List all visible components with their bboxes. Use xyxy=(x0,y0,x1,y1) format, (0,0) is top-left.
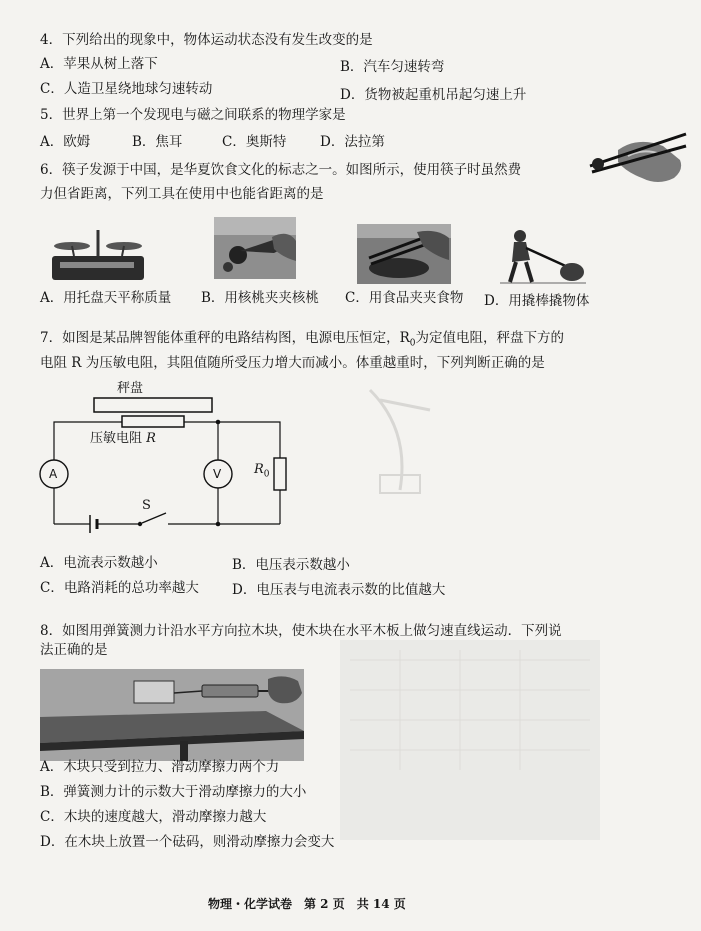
circuit-resistor-label xyxy=(90,430,156,448)
q7-stem-line2: 电阻 R 为压敏电阻，其阻值随所受压力增大而减小。体重越重时，下列判断正确的是 xyxy=(40,355,545,371)
q7-stem-r0-subscript: 0 xyxy=(409,338,416,349)
ammeter-symbol: A xyxy=(49,467,58,481)
q6-option-b: B．用核桃夹夹核桃 xyxy=(201,290,319,306)
q8-option-d: D．在木块上放置一个砝码，则滑动摩擦力会变大 xyxy=(40,834,335,850)
q6-stem-line2: 力但省距离，下列工具在使用中也能省距离的是 xyxy=(40,186,324,202)
q8-option-c: C．木块的速度越大，滑动摩擦力越大 xyxy=(40,809,267,825)
q5-option-b: B．焦耳 xyxy=(132,134,183,150)
switch-label: S xyxy=(142,498,151,513)
q6-option-d: D．用撬棒撬物体 xyxy=(484,293,590,309)
q4-stem: 4．下列给出的现象中，物体运动状态没有发生改变的是 xyxy=(40,32,373,48)
fixed-resistor-r0 xyxy=(274,458,286,490)
q8-stem-line1: 8．如图用弹簧测力计沿水平方向拉木块，使木块在水平木板上做匀速直线运动．下列说 xyxy=(40,623,562,639)
q7-option-c: C．电路消耗的总功率越大 xyxy=(40,580,199,596)
q7-option-d: D．电压表与电流表示数的比值越大 xyxy=(232,582,446,598)
circuit-resistor-label-text: 压敏电阻 xyxy=(90,431,143,446)
hand-icon xyxy=(268,676,302,703)
q5-option-a: A．欧姆 xyxy=(40,134,91,150)
circuit-diagram xyxy=(30,376,310,536)
scale-pan xyxy=(94,398,212,412)
q8-stem-line2: 法正确的是 xyxy=(40,642,108,658)
wooden-block xyxy=(134,681,174,703)
q5-option-c: C．奥斯特 xyxy=(222,134,287,150)
q7-option-b: B．电压表示数越小 xyxy=(232,557,350,573)
spring-scale xyxy=(202,685,258,697)
circuit-pan-label: 秤盘 xyxy=(117,381,144,396)
q5-option-d: D．法拉第 xyxy=(320,134,385,150)
q4-option-c: C．人造卫星绕地球匀速转动 xyxy=(40,81,213,97)
q4-option-b: B．汽车匀速转弯 xyxy=(340,59,445,75)
q6-option-a: A．用托盘天平称质量 xyxy=(40,290,172,306)
circuit-resistor-symbol: R xyxy=(146,431,156,446)
q8-option-a: A．木块只受到拉力、滑动摩擦力两个力 xyxy=(40,759,280,775)
q7-stem-line1 xyxy=(40,329,564,353)
pressure-resistor xyxy=(122,416,184,427)
spring-scale-figure xyxy=(40,669,304,761)
q6-stem-line1: 6．筷子发源于中国，是华夏饮食文化的标志之一。如图所示，使用筷子时虽然费 xyxy=(40,162,522,178)
q4-option-d: D．货物被起重机吊起匀速上升 xyxy=(340,87,527,103)
crowbar-image xyxy=(500,228,586,284)
r0-symbol: R xyxy=(254,462,264,477)
q4-option-a: A．苹果从树上落下 xyxy=(40,56,158,72)
nutcracker-image xyxy=(214,217,296,279)
q7-option-a: A．电流表示数越小 xyxy=(40,555,158,571)
q7-stem-line1-text: 7．如图是某品牌智能体重秤的电路结构图，电源电压恒定，R xyxy=(40,330,410,346)
q5-stem: 5．世界上第一个发现电与磁之间联系的物理学家是 xyxy=(40,107,346,123)
r0-subscript: 0 xyxy=(263,469,270,480)
r0-label xyxy=(254,461,270,484)
voltmeter-symbol: V xyxy=(213,467,222,481)
bleed-through-shadow xyxy=(320,370,620,850)
food-tongs-image xyxy=(357,224,451,284)
q7-stem-line1-tail: 为定值电阻，秤盘下方的 xyxy=(415,330,564,346)
q6-option-c: C．用食品夹夹食物 xyxy=(345,290,464,306)
balance-scale-image xyxy=(44,222,152,284)
chopsticks-figure xyxy=(588,126,688,188)
page-footer: 物理・化学试卷 第 2 页 共 14 页 xyxy=(208,897,406,911)
q8-option-b: B．弹簧测力计的示数大于滑动摩擦力的大小 xyxy=(40,784,307,800)
